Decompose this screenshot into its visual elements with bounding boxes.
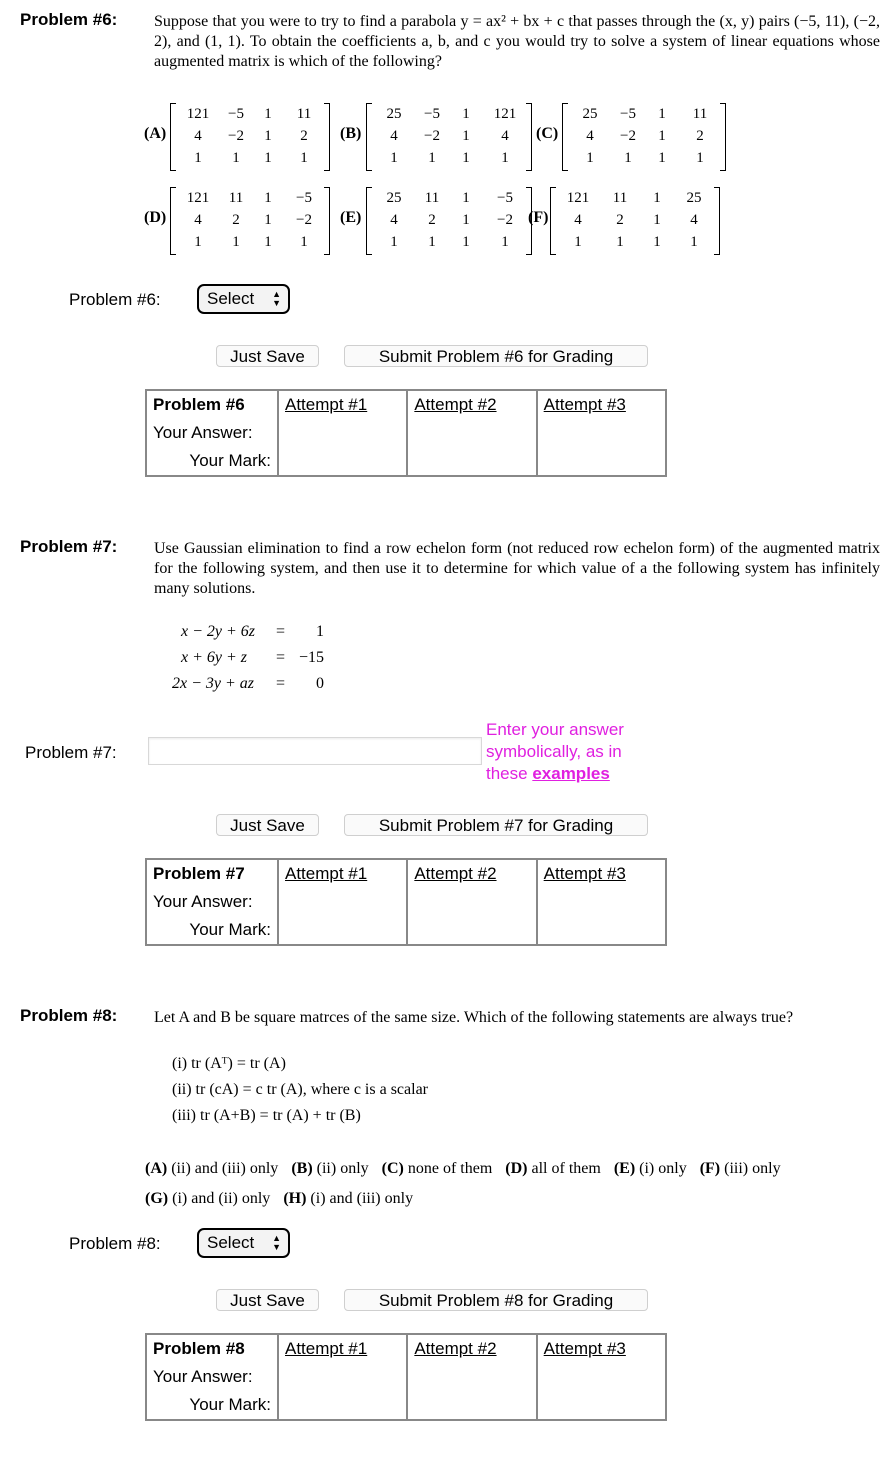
equation-2-lhs: x + 6y + z xyxy=(181,649,248,666)
line1-option xyxy=(700,1160,781,1177)
options-line-1 xyxy=(145,1154,885,1184)
line2-option xyxy=(283,1190,413,1207)
option-text: (i) and (iii) only xyxy=(306,1190,414,1207)
matrix-cell: 1 xyxy=(696,150,704,166)
matrix-cell: 1 xyxy=(658,128,666,144)
problem-8-label: Problem #8: xyxy=(20,1006,118,1025)
problem-6-answer-label: Problem #6: xyxy=(69,290,161,309)
matrix-cell: 121 xyxy=(186,190,210,206)
matrix-cell: 1 xyxy=(653,190,661,206)
matrix-cell: 1 xyxy=(300,234,308,250)
line1-option xyxy=(382,1160,493,1177)
matrix-cell: 1 xyxy=(194,150,202,166)
matrix-cell: 25 xyxy=(386,190,402,206)
statement-iii: (iii) tr (A+B) = tr (A) + tr (B) xyxy=(172,1107,361,1124)
matrix-cell: −2 xyxy=(228,128,244,144)
problem-8-question: Let A and B be square matrces of the same size. Which of the following statements are always true? xyxy=(154,1009,794,1026)
matrix-cell: 25 xyxy=(582,106,598,122)
line1-option xyxy=(291,1160,368,1177)
problem-8-answer-label: Problem #8: xyxy=(69,1234,161,1253)
matrix-cell: 1 xyxy=(390,234,398,250)
p7-just-save-button[interactable]: Just Save xyxy=(216,814,319,836)
p8-attempt-2-link[interactable]: Attempt #2 xyxy=(414,1339,497,1358)
p7-attempt-1-cell xyxy=(278,859,407,945)
updown-arrows-icon: ▲ ▼ xyxy=(272,1233,281,1252)
matrix-cell: 1 xyxy=(232,234,240,250)
matrix-cell: 25 xyxy=(686,190,702,206)
matrix-cell: 1 xyxy=(264,190,272,206)
p8-table-header-cell xyxy=(146,1334,278,1420)
option-text: none of them xyxy=(403,1160,493,1177)
matrix-cell: 1 xyxy=(616,234,624,250)
equation-1-lhs: x − 2y + 6z xyxy=(181,623,256,640)
p7-attempt-2-link[interactable]: Attempt #2 xyxy=(414,864,497,883)
problem-8-options xyxy=(145,1154,885,1214)
problem-6-label: Problem #6: xyxy=(20,10,118,29)
matrix-letter: (C) xyxy=(536,125,559,142)
p8-your-answer-label: Your Answer: xyxy=(153,1367,253,1386)
matrix-cell: 4 xyxy=(574,212,582,228)
p7-your-mark-label: Your Mark: xyxy=(189,920,271,939)
option-text: (i) and (ii) only xyxy=(168,1190,271,1207)
matrix-cell: 1 xyxy=(653,234,661,250)
hint-line-3 xyxy=(486,763,624,785)
p6-attempt-1-cell xyxy=(278,390,407,476)
hint-line-3-text: these xyxy=(486,764,528,783)
left-bracket xyxy=(366,103,372,171)
right-bracket xyxy=(714,187,720,255)
options-line-2 xyxy=(145,1184,885,1214)
matrix-cell: 11 xyxy=(228,190,244,206)
statement-i: (i) tr (Aᵀ) = tr (A) xyxy=(172,1055,286,1072)
p7-attempt-1-link[interactable]: Attempt #1 xyxy=(285,864,368,883)
p6-attempts-table xyxy=(145,389,667,477)
problem-7-hint xyxy=(486,719,624,785)
matrix-cell: 1 xyxy=(428,234,436,250)
p7-table-header-cell xyxy=(146,859,278,945)
matrix-cell: 4 xyxy=(501,128,509,144)
option-key: (E) xyxy=(613,1160,636,1177)
option-key: (C) xyxy=(381,1160,404,1177)
matrix-cell: −5 xyxy=(296,190,312,206)
matrix-cell: 1 xyxy=(462,150,470,166)
option-text: (ii) only xyxy=(312,1160,369,1177)
matrix-letter: (B) xyxy=(340,125,362,142)
matrix-cell: −2 xyxy=(424,128,440,144)
p7-table-head: Problem #7 xyxy=(153,864,245,883)
matrix-cell: 4 xyxy=(390,128,398,144)
matrix-cell: 4 xyxy=(390,212,398,228)
problem-7-answer-input[interactable] xyxy=(148,737,482,765)
right-bracket xyxy=(324,103,330,171)
left-bracket xyxy=(170,187,176,255)
matrix-cell: 1 xyxy=(462,128,470,144)
option-key: (F) xyxy=(699,1160,721,1177)
equation-3-sign: = xyxy=(276,675,286,692)
matrix-cell: 11 xyxy=(424,190,440,206)
p8-table-head: Problem #8 xyxy=(153,1339,245,1358)
equation-3-rhs: 0 xyxy=(316,675,324,692)
p8-attempts-table xyxy=(145,1333,667,1421)
matrix-cell: 11 xyxy=(612,190,628,206)
matrix-cell: −5 xyxy=(424,106,440,122)
p7-attempts-table xyxy=(145,858,667,946)
problem-6-select[interactable] xyxy=(197,284,290,314)
matrix-cell: 121 xyxy=(566,190,590,206)
matrix-cell: 11 xyxy=(296,106,312,122)
matrix-cell: 1 xyxy=(462,212,470,228)
p6-your-answer-label: Your Answer: xyxy=(153,423,253,442)
matrix-cell: 1 xyxy=(264,212,272,228)
matrix-cell: 2 xyxy=(616,212,624,228)
p6-attempt-1-link[interactable]: Attempt #1 xyxy=(285,395,368,414)
select-value: Select xyxy=(207,289,255,308)
matrix-cell: −5 xyxy=(620,106,636,122)
p6-just-save-button[interactable]: Just Save xyxy=(216,345,319,367)
hint-line-1: Enter your answer xyxy=(486,720,624,739)
matrix-cell: 1 xyxy=(501,234,509,250)
line1-option xyxy=(505,1160,601,1177)
p7-attempt-2-cell xyxy=(407,859,536,945)
matrix-cell: 1 xyxy=(658,106,666,122)
matrix-cell: −2 xyxy=(620,128,636,144)
matrix-letter: (E) xyxy=(340,209,362,226)
p7-your-answer-label: Your Answer: xyxy=(153,892,253,911)
matrix-cell: −2 xyxy=(497,212,513,228)
equation-2-sign: = xyxy=(276,649,286,666)
p6-attempt-3-cell xyxy=(537,390,666,476)
matrix-cell: 1 xyxy=(264,106,272,122)
problem-6-question: Suppose that you were to try to find a parabola y = ax² + bx + c that passes through the (x, y) pairs (−5, 11), (−2, 2), and (1, 1). To obtain the coefficients a, b, and c you would try to solve a system of linear equations whose augmented matrix is which of the following? xyxy=(154,13,880,70)
matrix-cell: 1 xyxy=(462,106,470,122)
p8-your-mark-label: Your Mark: xyxy=(189,1395,271,1414)
matrix-cell: 1 xyxy=(300,150,308,166)
matrix-cell: 1 xyxy=(264,234,272,250)
matrix-cell: 1 xyxy=(690,234,698,250)
p7-submit-button[interactable]: Submit Problem #7 for Grading xyxy=(344,814,648,836)
p8-just-save-button[interactable]: Just Save xyxy=(216,1289,319,1311)
option-key: (A) xyxy=(145,1160,168,1177)
right-bracket xyxy=(324,187,330,255)
p6-submit-button[interactable]: Submit Problem #6 for Grading xyxy=(344,345,648,367)
option-key: (G) xyxy=(145,1190,169,1207)
matrix-cell: 1 xyxy=(501,150,509,166)
matrix-cell: 1 xyxy=(232,150,240,166)
equation-3-lhs: 2x − 3y + az xyxy=(172,675,255,692)
matrix-cell: 1 xyxy=(264,150,272,166)
matrix-cell: −2 xyxy=(296,212,312,228)
p7-attempt-3-link[interactable]: Attempt #3 xyxy=(543,864,626,883)
left-bracket xyxy=(366,187,372,255)
option-key: (D) xyxy=(505,1160,528,1177)
matrix-cell: 1 xyxy=(653,212,661,228)
statement-ii: (ii) tr (cA) = c tr (A), where c is a scalar xyxy=(172,1081,429,1098)
p8-attempt-3-link[interactable]: Attempt #3 xyxy=(543,1339,626,1358)
matrix-cell: 1 xyxy=(462,190,470,206)
hint-line-2: symbolically, as in xyxy=(486,742,622,761)
line1-option xyxy=(614,1160,687,1177)
option-text: (i) only xyxy=(635,1160,687,1177)
option-text: (ii) and (iii) only xyxy=(167,1160,279,1177)
right-bracket xyxy=(526,103,532,171)
p6-attempt-2-cell xyxy=(407,390,536,476)
matrix-cell: 1 xyxy=(428,150,436,166)
p6-attempt-2-link[interactable]: Attempt #2 xyxy=(414,395,497,414)
matrix-cell: 25 xyxy=(386,106,402,122)
p6-your-mark-label: Your Mark: xyxy=(189,451,271,470)
matrix-cell: 1 xyxy=(462,234,470,250)
p6-attempt-3-link[interactable]: Attempt #3 xyxy=(543,395,626,414)
left-bracket xyxy=(562,103,568,171)
option-text: (iii) only xyxy=(720,1160,781,1177)
matrix-cell: 1 xyxy=(574,234,582,250)
updown-arrows-icon: ▲ ▼ xyxy=(272,289,281,308)
matrix-cell: 1 xyxy=(658,150,666,166)
matrix-cell: 1 xyxy=(194,234,202,250)
matrix-cell: 4 xyxy=(194,212,202,228)
matrix-cell: 2 xyxy=(696,128,704,144)
line1-option xyxy=(145,1160,278,1177)
matrix-cell: 2 xyxy=(300,128,308,144)
p6-table-head: Problem #6 xyxy=(153,395,245,414)
matrix-cell: 2 xyxy=(232,212,240,228)
option-text: all of them xyxy=(527,1160,601,1177)
problem-7-answer-label: Problem #7: xyxy=(25,743,117,762)
matrix-cell: 1 xyxy=(624,150,632,166)
p8-submit-button[interactable]: Submit Problem #8 for Grading xyxy=(344,1289,648,1311)
p8-attempt-2-cell xyxy=(407,1334,536,1420)
equation-2-rhs: −15 xyxy=(298,649,324,666)
problem-7-label: Problem #7: xyxy=(20,537,118,556)
p6-table-header-cell xyxy=(146,390,278,476)
problem-8-select[interactable] xyxy=(197,1228,290,1258)
left-bracket xyxy=(550,187,556,255)
matrix-cell: 121 xyxy=(186,106,210,122)
p8-attempt-1-cell xyxy=(278,1334,407,1420)
matrix-cell: −5 xyxy=(497,190,513,206)
examples-link[interactable]: examples xyxy=(532,764,610,783)
right-bracket xyxy=(720,103,726,171)
p8-attempt-1-link[interactable]: Attempt #1 xyxy=(285,1339,368,1358)
matrix-cell: 121 xyxy=(493,106,517,122)
select-value: Select xyxy=(207,1233,255,1252)
left-bracket xyxy=(170,103,176,171)
matrix-cell: 4 xyxy=(194,128,202,144)
matrix-letter: (D) xyxy=(144,209,167,226)
p7-attempt-3-cell xyxy=(537,859,666,945)
problem-7-question: Use Gaussian elimination to find a row echelon form (not reduced row echelon form) of the augmented matrix for the following system, and then use it to determine for which value of a the following system has infinitely many solutions. xyxy=(154,540,880,597)
matrix-cell: 4 xyxy=(690,212,698,228)
matrix-letter: (A) xyxy=(144,125,167,142)
equation-1-rhs: 1 xyxy=(316,623,324,640)
option-key: (H) xyxy=(283,1190,307,1207)
matrix-cell: −5 xyxy=(228,106,244,122)
option-key: (B) xyxy=(291,1160,313,1177)
equation-1-sign: = xyxy=(276,623,286,640)
line2-option xyxy=(145,1190,270,1207)
matrix-cell: 4 xyxy=(586,128,594,144)
matrix-cell: 1 xyxy=(264,128,272,144)
matrix-cell: 1 xyxy=(586,150,594,166)
matrix-cell: 2 xyxy=(428,212,436,228)
matrix-letter: (F) xyxy=(528,209,549,226)
matrix-cell: 1 xyxy=(390,150,398,166)
matrix-cell: 11 xyxy=(692,106,708,122)
problem-8-statements xyxy=(172,1051,428,1129)
p8-attempt-3-cell xyxy=(537,1334,666,1420)
